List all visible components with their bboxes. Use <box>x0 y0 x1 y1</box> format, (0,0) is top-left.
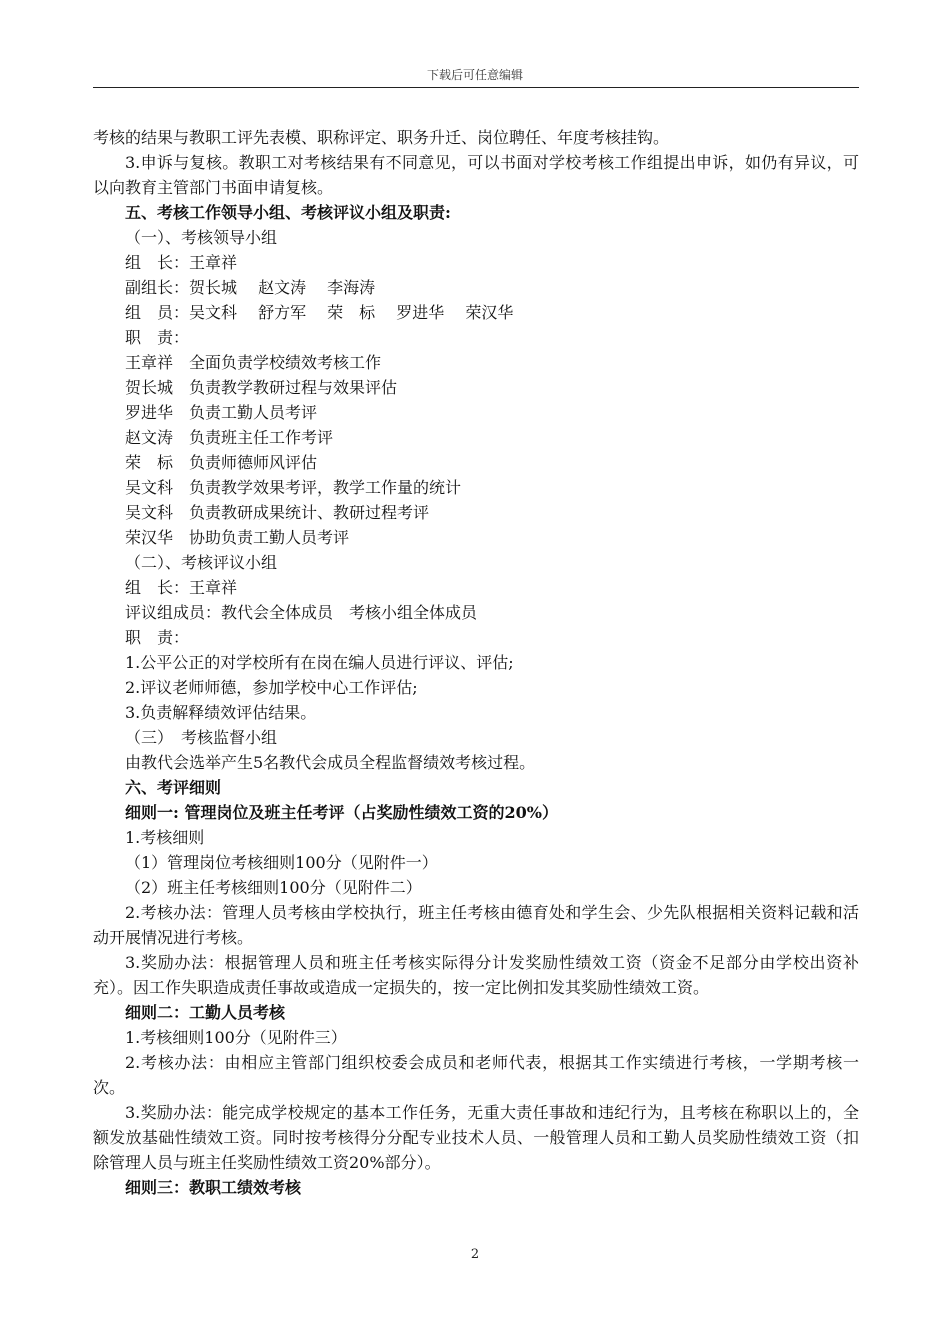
document-body <box>93 125 859 1200</box>
section-heading: 五、考核工作领导小组、考核评议小组及职责: <box>125 203 451 222</box>
paragraph: 2.考核办法：管理人员考核由学校执行，班主任考核由德育处和学生会、少先队根据相关资料记载和活动开展情况进行考核。 <box>93 903 859 947</box>
paragraph: 组 员：吴文科 舒方军 荣 标 罗进华 荣汉华 <box>125 303 514 322</box>
section-heading: 细则三：教职工绩效考核 <box>125 1178 302 1197</box>
paragraph: （1）管理岗位考核细则100分（见附件一） <box>125 853 438 872</box>
paragraph: 3.负责解释绩效评估结果。 <box>125 703 317 722</box>
paragraph: 赵文涛 负责班主任工作考评 <box>125 428 334 447</box>
paragraph: （一）、考核领导小组 <box>125 228 278 247</box>
paragraph: 荣汉华 协助负责工勤人员考评 <box>125 528 350 547</box>
paragraph: 组 长：王章祥 <box>125 578 238 597</box>
paragraph: 吴文科 负责教学效果考评，教学工作量的统计 <box>125 478 462 497</box>
paragraph: 吴文科 负责教研成果统计、教研过程考评 <box>125 503 430 522</box>
paragraph: 3.奖励办法：能完成学校规定的基本工作任务，无重大责任事故和违纪行为，且考核在称职以上的，全额发放基础性绩效工资。同时按考核得分分配专业技术人员、一般管理人员和工勤人员奖励性绩效工资（扣除管理人员与班主任奖励性绩效工资20%部分）。 <box>93 1103 859 1172</box>
paragraph: 1.公平公正的对学校所有在岗在编人员进行评议、评估; <box>125 653 514 672</box>
paragraph: 副组长：贺长城 赵文涛 李海涛 <box>125 278 376 297</box>
paragraph: 3.申诉与复核。教职工对考核结果有不同意见，可以书面对学校考核工作组提出申诉，如仍有异议，可以向教育主管部门书面申请复核。 <box>93 153 859 197</box>
paragraph: 1.考核细则 <box>125 828 205 847</box>
paragraph: 王章祥 全面负责学校绩效考核工作 <box>125 353 382 372</box>
section-heading: 细则二：工勤人员考核 <box>125 1003 286 1022</box>
paragraph: 罗进华 负责工勤人员考评 <box>125 403 318 422</box>
page-number: 2 <box>470 1247 480 1262</box>
paragraph: 荣 标 负责师德师风评估 <box>125 453 318 472</box>
paragraph: 考核的结果与教职工评先表模、职称评定、职务升迁、岗位聘任、年度考核挂钩。 <box>93 128 670 147</box>
paragraph: 贺长城 负责教学教研过程与效果评估 <box>125 378 398 397</box>
header-divider <box>93 87 859 88</box>
paragraph: （二）、考核评议小组 <box>125 553 278 572</box>
paragraph: 组 长：王章祥 <box>125 253 238 272</box>
paragraph: 评议组成员：教代会全体成员 考核小组全体成员 <box>125 603 478 622</box>
page-header: 下载后可任意编辑 <box>426 68 523 82</box>
paragraph: （三） 考核监督小组 <box>125 728 278 747</box>
paragraph: 由教代会选举产生5名教代会成员全程监督绩效考核过程。 <box>125 753 536 772</box>
paragraph: （2）班主任考核细则100分（见附件二） <box>125 878 422 897</box>
paragraph: 2.评议老师师德，参加学校中心工作评估; <box>125 678 418 697</box>
paragraph: 1.考核细则100分（见附件三） <box>125 1028 347 1047</box>
paragraph: 职 责： <box>125 328 190 347</box>
paragraph: 2.考核办法：由相应主管部门组织校委会成员和老师代表，根据其工作实绩进行考核，一学期考核一次。 <box>93 1053 859 1097</box>
section-heading: 六、考评细则 <box>125 778 222 797</box>
paragraph: 3.奖励办法：根据管理人员和班主任考核实际得分计发奖励性绩效工资（资金不足部分由学校出资补充）。因工作失职造成责任事故或造成一定损失的，按一定比例扣发其奖励性绩效工资。 <box>93 953 859 997</box>
section-heading: 细则一: 管理岗位及班主任考评（占奖励性绩效工资的20%） <box>125 803 558 822</box>
paragraph: 职 责： <box>125 628 190 647</box>
